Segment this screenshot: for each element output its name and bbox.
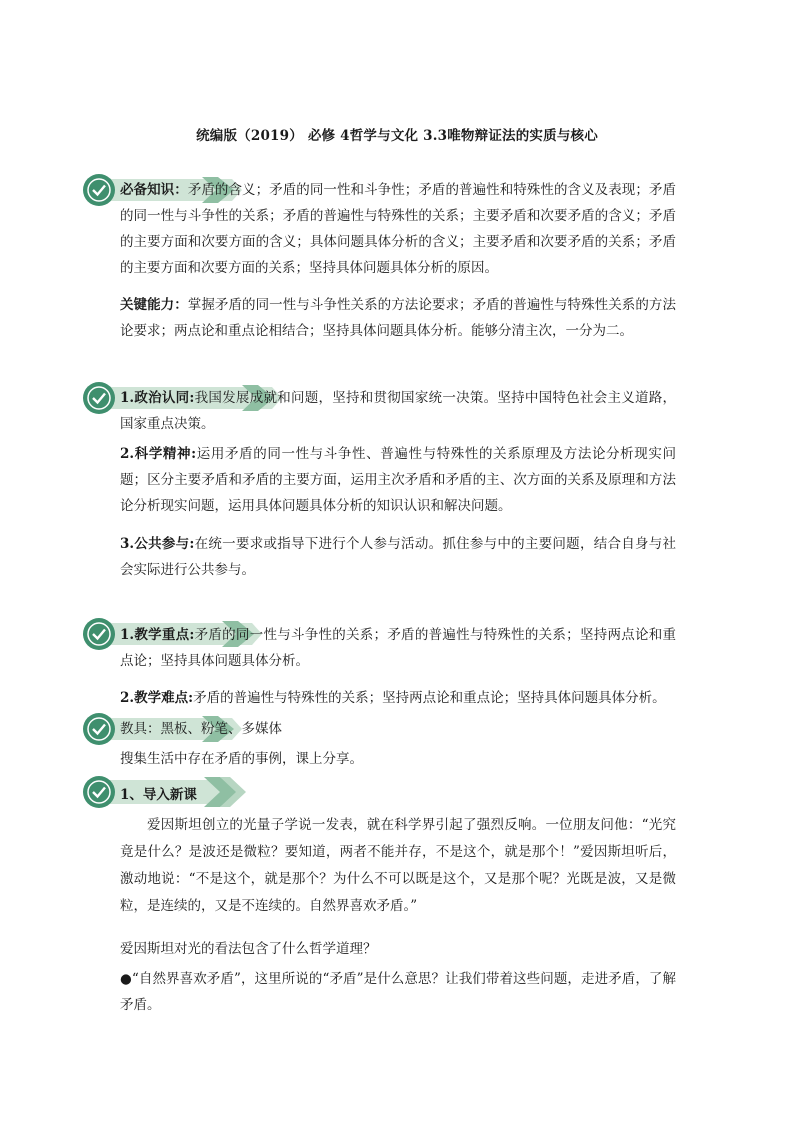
document-title: 统编版（2019） 必修 4哲学与文化 3.3唯物辩证法的实质与核心 [196, 128, 598, 144]
student-prep-line: 搜集生活中存在矛盾的事例，课上分享。 [120, 751, 363, 767]
literacy-item-3-label: 3.公共参与: [120, 536, 195, 552]
intro-section-label: 1、导入新课 [120, 787, 197, 803]
knowledge-paragraph [120, 177, 676, 281]
literacy-item-1-label: 1.政治认同: [120, 390, 195, 406]
key-point-item-1 [120, 622, 676, 674]
key-point-item-2-text: 矛盾的普遍性与特殊性的关系；坚持两点论和重点论；坚持具体问题具体分析。 [193, 690, 666, 706]
key-point-item-1-text: 矛盾的同一性与斗争性的关系；矛盾的普遍性与特殊性的关系；坚持两点论和重点论；坚持具体问题具体分析。 [120, 627, 677, 669]
bullet-text: “自然界喜欢矛盾”，这里所说的“矛盾”是什么意思？让我们带着这些问题，走进矛盾，了解矛盾。 [120, 971, 677, 1013]
ability-label: 关键能力： [120, 297, 188, 313]
question-line: 爱因斯坦对光的看法包含了什么哲学道理？ [120, 941, 377, 957]
literacy-item-3-text: 在统一要求或指导下进行个人参与活动。抓住参与中的主要问题，结合自身与社会实际进行公共参与。 [120, 536, 677, 578]
literacy-item-3 [120, 531, 676, 583]
literacy-item-2-label: 2.科学精神: [120, 446, 197, 462]
literacy-item-2 [120, 441, 676, 519]
key-point-item-2 [120, 685, 676, 711]
tools-line: 教具：黑板、粉笔、多媒体 [120, 721, 282, 737]
ability-paragraph [120, 292, 676, 344]
key-point-item-1-label: 1.教学重点: [120, 627, 195, 643]
section-badge-intro [82, 774, 246, 806]
literacy-item-1-text: 我国发展成就和问题，坚持和贯彻国家统一决策。坚持中国特色社会主义道路，国家重点决策。 [120, 390, 677, 432]
story-paragraph: 爱因斯坦创立的光量子学说一发表，就在科学界引起了强烈反响。一位朋友问他：“光究竟是什么？是波还是微粒？要知道，两者不能并存，不是这个，就是那个！”爱因斯坦听后，激动地说：“不是这个，就是那个？为什么不可以既是这个，又是那个呢？光既是波，又是微粒，是连续的，又是不连续的。自然界喜欢矛盾。” [120, 817, 676, 914]
bullet-icon: ● [120, 971, 132, 987]
knowledge-text: 矛盾的含义；矛盾的同一性和斗争性；矛盾的普遍性和特殊性的含义及表现；矛盾的同一性与斗争性的关系；矛盾的普遍性与特殊性的关系；主要矛盾和次要矛盾的含义；矛盾的主要方面和次要方面的含义；具体问题具体分析的含义；主要矛盾和次要矛盾的关系；矛盾的主要方面和次要方面的关系；坚持具体问题具体分析的原因。 [120, 182, 676, 276]
knowledge-label: 必备知识： [120, 182, 188, 198]
key-point-item-2-label: 2.教学难点: [120, 690, 194, 706]
ability-text: 掌握矛盾的同一性与斗争性关系的方法论要求；矛盾的普遍性与特殊性关系的方法论要求；两点论和重点论相结合；坚持具体问题具体分析。能够分清主次，一分为二。 [120, 297, 676, 339]
literacy-item-1 [120, 385, 676, 437]
bullet-paragraph [120, 966, 676, 1018]
literacy-item-2-text: 运用矛盾的同一性与斗争性、普遍性与特殊性的关系原理及方法论分析现实问题；区分主要矛盾和矛盾的主要方面，运用主次矛盾和矛盾的主、次方面的关系及原理和方法论分析现实问题，运用具体问题具体分析的知识认识和解决问题。 [120, 446, 677, 514]
